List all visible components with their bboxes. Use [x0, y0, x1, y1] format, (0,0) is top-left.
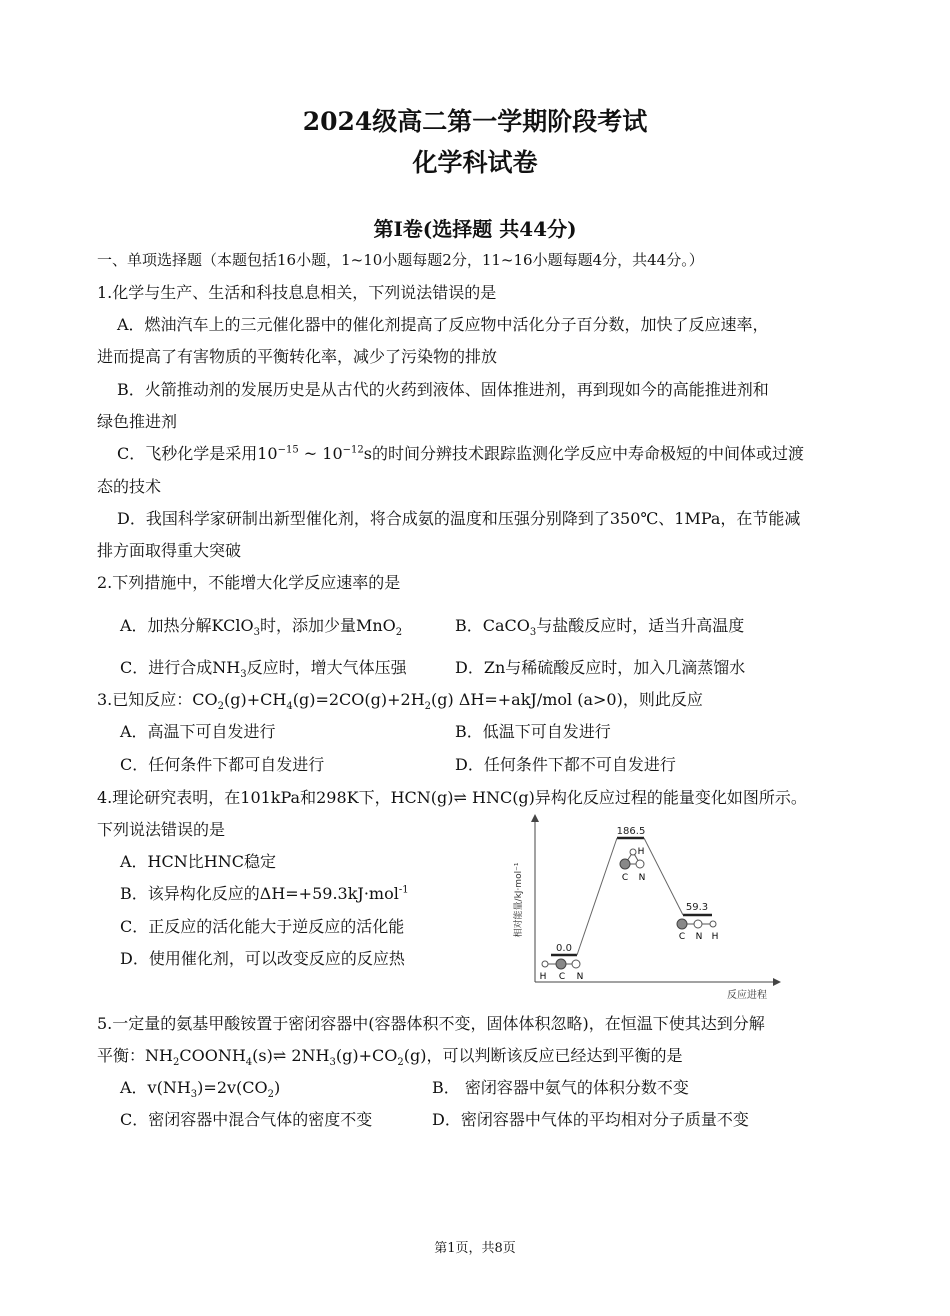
- q1-option-b: B．火箭推动剂的发展历史是从古代的火药到液体、固体推进剂，再到现如今的高能推进剂和: [117, 380, 769, 399]
- hnc-atom-h: H: [711, 932, 719, 942]
- q3-s1: 2: [217, 701, 225, 713]
- q5-a-s2: 2: [267, 1089, 275, 1101]
- q3-option-b: B．低温下可自发进行: [455, 722, 611, 741]
- q1-c-base2: 10: [322, 444, 343, 463]
- ts-atom-h: H: [637, 847, 645, 857]
- q1-c-exp2: −12: [342, 444, 364, 456]
- q5-option-d: D．密闭容器中气体的平均相对分子质量不变: [432, 1110, 749, 1129]
- q1-c-base1: 10: [257, 444, 278, 463]
- subject-title: 化学科试卷: [412, 148, 538, 177]
- q2-option-c: [120, 658, 407, 681]
- hnc-atom-n: N: [695, 932, 703, 942]
- label-end-value: 59.3: [685, 902, 709, 913]
- label-start-value: 0.0: [556, 943, 572, 954]
- q2-a-mid: 时，添加少量MnO: [259, 616, 396, 635]
- hcn-atom-h: H: [539, 972, 547, 982]
- q3-option-a: A．高温下可自发进行: [120, 722, 276, 741]
- q2-c-post: 反应时，增大气体压强: [246, 658, 407, 677]
- exam-title: 2024级高二第一学期阶段考试: [302, 107, 648, 136]
- q2-b-pre: B．CaCO: [455, 616, 530, 635]
- label-ts-value: 186.5: [616, 826, 646, 837]
- q1-c-pre: C．飞秒化学是采用: [117, 444, 258, 463]
- q2-c-sub: 3: [240, 669, 247, 681]
- q1-option-a: A．燃油汽车上的三元催化器中的催化剂提高了反应物中活化分子百分数，加快了反应速率，: [117, 315, 769, 334]
- q4-option-d: D．使用催化剂，可以改变反应的反应热: [120, 949, 405, 968]
- path-down: [644, 838, 683, 915]
- q5-a-post: ): [274, 1078, 281, 1097]
- q1-option-d: D．我国科学家研制出新型催化剂，将合成氨的温度和压强分别降到了350℃、1MPa，在节能减: [117, 509, 801, 528]
- ts-atom-n: N: [638, 873, 646, 883]
- q4-b-sup: -1: [398, 884, 409, 896]
- q1-c-exp1: −15: [277, 444, 299, 456]
- q5-s3: 3: [329, 1057, 336, 1069]
- q5-m2: (s)⇌ 2NH: [252, 1046, 330, 1065]
- hcn-atom-c: C: [558, 972, 566, 982]
- hcn-molecule: [540, 959, 584, 982]
- ts-atom-c: C: [621, 873, 629, 883]
- q1-c-post: s的时间分辨技术跟踪监测化学反应中寿命极短的中间体或过渡: [363, 444, 804, 463]
- y-axis-label: 相对能量/kJ·mol⁻¹: [514, 862, 524, 938]
- q2-a-sub2: 2: [395, 627, 403, 639]
- hcn-atom-n: N: [576, 972, 584, 982]
- q5-option-b: B． 密闭容器中氨气的体积分数不变: [432, 1078, 689, 1097]
- hnc-atom-c: C: [678, 932, 686, 942]
- q3-s3: 2: [424, 701, 432, 713]
- x-axis-label: 反应进程: [727, 990, 767, 1001]
- instructions: 一、单项选择题（本题包括16小题，1~10小题每题2分，11~16小题每题4分，共44分。）: [97, 251, 704, 269]
- q2-b-post: 与盐酸反应时，适当升高温度: [536, 616, 745, 635]
- q1-c-tilde: ~: [298, 444, 323, 463]
- q5-post: (g)，可以判断该反应已经达到平衡的是: [403, 1046, 683, 1065]
- q5-s4: 2: [397, 1057, 404, 1069]
- q3-s2: 4: [286, 701, 293, 713]
- q1-stem: 1.化学与生产、生活和科技息息相关，下列说法错误的是: [97, 283, 497, 302]
- ts-molecule: [620, 847, 645, 883]
- section-title: 第I卷(选择题 共44分): [373, 217, 577, 241]
- q2-b-sub: 3: [529, 627, 537, 639]
- q4-option-a: A．HCN比HNC稳定: [120, 852, 276, 871]
- q5-stem-cont: [97, 1046, 683, 1069]
- q3-m2: (g)=2CO(g)+2H: [292, 690, 425, 709]
- q4-stem: 4.理论研究表明，在101kPa和298K下，HCN(g)⇌ HNC(g)异构化反应过程的能量变化如图所示。: [97, 788, 807, 807]
- q5-a-s1: 3: [190, 1089, 198, 1101]
- q4-option-c: C．正反应的活化能大于逆反应的活化能: [120, 917, 405, 936]
- q4-b-pre: B．该异构化反应的ΔH=+59.3kJ·mol: [120, 884, 399, 903]
- q2-option-b: [455, 616, 745, 639]
- q5-option-c: C．密闭容器中混合气体的密度不变: [120, 1110, 373, 1129]
- q2-a-sub1: 3: [253, 627, 260, 639]
- q5-option-a: [120, 1078, 281, 1101]
- q1-option-c: [117, 444, 804, 464]
- q4-stem-cont: 下列说法错误的是: [97, 820, 226, 839]
- q5-pre: 平衡：NH: [97, 1046, 173, 1065]
- q5-a-mid: )=2v(CO: [197, 1078, 268, 1097]
- q5-stem: 5.一定量的氨基甲酸铵置于密闭容器中(容器体积不变，固体体积忽略)，在恒温下使其达到分解: [97, 1014, 765, 1033]
- q2-option-d: D．Zn与稀硫酸反应时，加入几滴蒸馏水: [455, 658, 746, 677]
- q2-option-a: [120, 616, 403, 639]
- q4-option-b: [120, 884, 409, 904]
- q2-a-pre: A．加热分解KClO: [120, 616, 254, 635]
- hnc-molecule: [677, 919, 718, 942]
- q1-option-c-cont: 态的技术: [97, 477, 162, 496]
- q5-s2: 4: [245, 1057, 253, 1069]
- q3-option-d: D．任何条件下都不可自发进行: [455, 755, 676, 774]
- q3-stem: [97, 690, 703, 713]
- q5-s1: 2: [172, 1057, 180, 1069]
- q1-option-b-cont: 绿色推进剂: [97, 412, 178, 431]
- q5-a-pre: A．v(NH: [120, 1078, 191, 1097]
- q3-option-c: C．任何条件下都可自发进行: [120, 755, 325, 774]
- q2-c-pre: C．进行合成NH: [120, 658, 241, 677]
- path-up: [577, 838, 617, 955]
- q1-option-d-cont: 排方面取得重大突破: [97, 541, 242, 560]
- page-footer: 第1页，共8页: [434, 1241, 516, 1256]
- q5-m1: COONH: [179, 1046, 246, 1065]
- energy-diagram: [505, 812, 795, 1007]
- q1-option-a-cont: 进而提高了有害物质的平衡转化率，减少了污染物的排放: [97, 347, 498, 366]
- q3-m1: (g)+CH: [224, 690, 287, 709]
- q3-pre: 3.已知反应：CO: [97, 690, 218, 709]
- q5-m3: (g)+CO: [335, 1046, 398, 1065]
- q2-stem: 2.下列措施中，不能增大化学反应速率的是: [97, 573, 401, 592]
- q3-post: (g) ΔH=+akJ/mol (a>0)，则此反应: [431, 690, 703, 709]
